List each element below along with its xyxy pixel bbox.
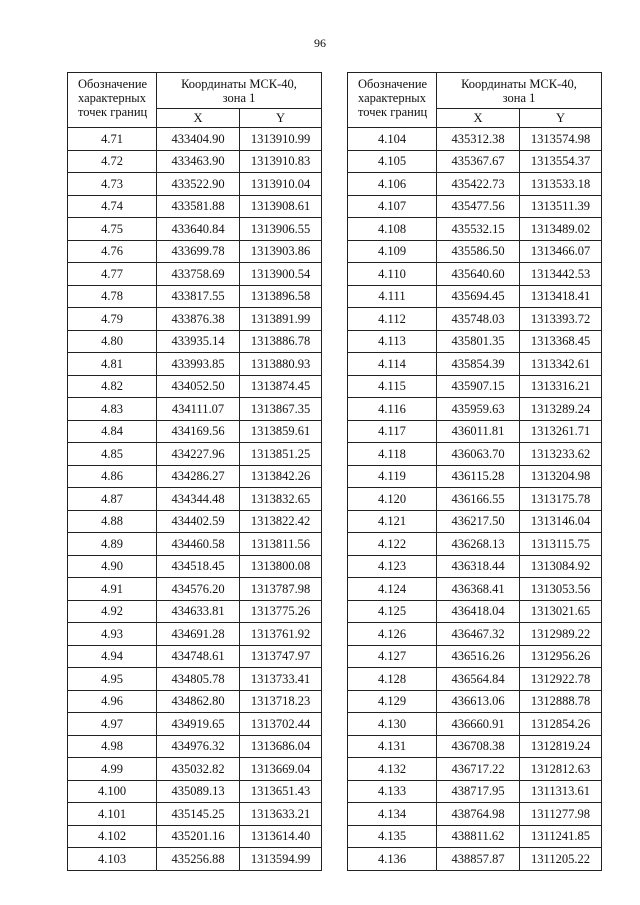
y-cell: 1313896.58 xyxy=(240,285,322,308)
point-id-cell: 4.116 xyxy=(348,398,437,421)
y-cell: 1313900.54 xyxy=(240,263,322,286)
x-cell: 433522.90 xyxy=(157,173,240,196)
table-row xyxy=(68,173,322,196)
y-cell: 1313787.98 xyxy=(240,578,322,601)
y-cell: 1313906.55 xyxy=(240,218,322,241)
x-cell: 433463.90 xyxy=(157,150,240,173)
point-id-cell: 4.85 xyxy=(68,443,157,466)
y-cell: 1313910.04 xyxy=(240,173,322,196)
y-cell: 1313811.56 xyxy=(240,533,322,556)
table-row xyxy=(68,825,322,848)
x-cell: 434518.45 xyxy=(157,555,240,578)
point-id-cell: 4.110 xyxy=(348,263,437,286)
point-id-cell: 4.75 xyxy=(68,218,157,241)
coord-system-label: Координаты МСК-40, xyxy=(461,76,577,91)
zone-label: зона 1 xyxy=(502,90,536,105)
table-row xyxy=(68,150,322,173)
point-id-cell: 4.132 xyxy=(348,758,437,781)
coordinates-table-right xyxy=(347,72,602,871)
table-row xyxy=(68,443,322,466)
x-cell: 436708.38 xyxy=(437,735,520,758)
y-cell: 1313842.26 xyxy=(240,465,322,488)
point-id-cell: 4.73 xyxy=(68,173,157,196)
x-cell: 435145.25 xyxy=(157,803,240,826)
point-id-cell: 4.91 xyxy=(68,578,157,601)
table-row xyxy=(68,465,322,488)
point-id-cell: 4.107 xyxy=(348,195,437,218)
point-id-cell: 4.109 xyxy=(348,240,437,263)
table-row xyxy=(68,848,322,871)
x-cell: 436418.04 xyxy=(437,600,520,623)
y-cell: 1313204.98 xyxy=(520,465,602,488)
x-cell: 435748.03 xyxy=(437,308,520,331)
table-row xyxy=(68,780,322,803)
y-cell: 1313686.04 xyxy=(240,735,322,758)
table-row xyxy=(348,713,602,736)
point-id-cell: 4.99 xyxy=(68,758,157,781)
point-id-cell: 4.118 xyxy=(348,443,437,466)
point-id-cell: 4.111 xyxy=(348,285,437,308)
y-cell: 1313554.37 xyxy=(520,150,602,173)
table-row xyxy=(348,825,602,848)
y-cell: 1311241.85 xyxy=(520,825,602,848)
y-cell: 1313393.72 xyxy=(520,308,602,331)
table-row xyxy=(348,240,602,263)
table-row xyxy=(348,735,602,758)
table-row xyxy=(68,803,322,826)
x-cell: 436318.44 xyxy=(437,555,520,578)
table-row xyxy=(348,758,602,781)
point-id-cell: 4.108 xyxy=(348,218,437,241)
x-cell: 435089.13 xyxy=(157,780,240,803)
table-row xyxy=(348,465,602,488)
table-row xyxy=(348,173,602,196)
x-cell: 436660.91 xyxy=(437,713,520,736)
y-cell: 1313574.98 xyxy=(520,128,602,151)
x-cell: 433581.88 xyxy=(157,195,240,218)
x-cell: 433876.38 xyxy=(157,308,240,331)
table-row xyxy=(348,150,602,173)
table-row xyxy=(348,578,602,601)
point-id-cell: 4.80 xyxy=(68,330,157,353)
table-row xyxy=(68,128,322,151)
point-id-cell: 4.115 xyxy=(348,375,437,398)
point-id-cell: 4.136 xyxy=(348,848,437,871)
table-row xyxy=(68,623,322,646)
point-id-cell: 4.95 xyxy=(68,668,157,691)
table-row xyxy=(68,195,322,218)
x-cell: 435959.63 xyxy=(437,398,520,421)
y-cell: 1313910.83 xyxy=(240,150,322,173)
x-cell: 434344.48 xyxy=(157,488,240,511)
x-cell: 436564.84 xyxy=(437,668,520,691)
table-row xyxy=(348,690,602,713)
y-cell: 1311313.61 xyxy=(520,780,602,803)
x-cell: 434460.58 xyxy=(157,533,240,556)
point-id-cell: 4.94 xyxy=(68,645,157,668)
y-cell: 1311205.22 xyxy=(520,848,602,871)
y-cell: 1313761.92 xyxy=(240,623,322,646)
y-cell: 1313614.40 xyxy=(240,825,322,848)
table-row xyxy=(68,263,322,286)
table-row xyxy=(68,735,322,758)
y-cell: 1313261.71 xyxy=(520,420,602,443)
coord-group-header xyxy=(157,73,322,109)
table-row xyxy=(348,420,602,443)
x-cell: 435422.73 xyxy=(437,173,520,196)
x-cell: 438717.95 xyxy=(437,780,520,803)
table-row xyxy=(348,263,602,286)
table-row xyxy=(68,690,322,713)
table-row xyxy=(348,848,602,871)
table-row xyxy=(348,668,602,691)
zone-label: зона 1 xyxy=(222,90,256,105)
x-cell: 436613.06 xyxy=(437,690,520,713)
table-row xyxy=(348,443,602,466)
table-row xyxy=(348,308,602,331)
y-cell: 1313233.62 xyxy=(520,443,602,466)
point-id-cell: 4.72 xyxy=(68,150,157,173)
point-id-cell: 4.84 xyxy=(68,420,157,443)
point-id-cell: 4.114 xyxy=(348,353,437,376)
x-cell: 434169.56 xyxy=(157,420,240,443)
y-cell: 1313874.45 xyxy=(240,375,322,398)
table-row xyxy=(348,645,602,668)
y-cell: 1313886.78 xyxy=(240,330,322,353)
point-id-cell: 4.90 xyxy=(68,555,157,578)
point-id-cell: 4.103 xyxy=(68,848,157,871)
table-row xyxy=(68,578,322,601)
point-id-cell: 4.104 xyxy=(348,128,437,151)
x-cell: 434227.96 xyxy=(157,443,240,466)
x-cell: 436011.81 xyxy=(437,420,520,443)
point-id-cell: 4.135 xyxy=(348,825,437,848)
point-id-cell: 4.123 xyxy=(348,555,437,578)
point-id-cell: 4.119 xyxy=(348,465,437,488)
x-cell: 434286.27 xyxy=(157,465,240,488)
point-id-cell: 4.98 xyxy=(68,735,157,758)
x-cell: 435694.45 xyxy=(437,285,520,308)
y-cell: 1313903.86 xyxy=(240,240,322,263)
x-cell: 434919.65 xyxy=(157,713,240,736)
x-cell: 435032.82 xyxy=(157,758,240,781)
x-cell: 434633.81 xyxy=(157,600,240,623)
y-cell: 1313880.93 xyxy=(240,353,322,376)
x-cell: 434748.61 xyxy=(157,645,240,668)
y-cell: 1313669.04 xyxy=(240,758,322,781)
table-row xyxy=(68,510,322,533)
y-cell: 1313747.97 xyxy=(240,645,322,668)
coordinates-table-left xyxy=(67,72,322,871)
table-row xyxy=(68,240,322,263)
point-id-cell: 4.74 xyxy=(68,195,157,218)
table-row xyxy=(68,285,322,308)
y-cell: 1312989.22 xyxy=(520,623,602,646)
y-cell: 1311277.98 xyxy=(520,803,602,826)
y-cell: 1313594.99 xyxy=(240,848,322,871)
point-id-cell: 4.133 xyxy=(348,780,437,803)
y-cell: 1313775.26 xyxy=(240,600,322,623)
point-id-cell: 4.134 xyxy=(348,803,437,826)
point-id-cell: 4.112 xyxy=(348,308,437,331)
point-id-cell: 4.113 xyxy=(348,330,437,353)
y-cell: 1313633.21 xyxy=(240,803,322,826)
x-cell: 435532.15 xyxy=(437,218,520,241)
point-id-cell: 4.130 xyxy=(348,713,437,736)
x-cell: 436115.28 xyxy=(437,465,520,488)
point-id-cell: 4.125 xyxy=(348,600,437,623)
x-cell: 433993.85 xyxy=(157,353,240,376)
x-cell: 436717.22 xyxy=(437,758,520,781)
point-id-cell: 4.124 xyxy=(348,578,437,601)
table-row xyxy=(348,623,602,646)
x-cell: 435854.39 xyxy=(437,353,520,376)
y-cell: 1313466.07 xyxy=(520,240,602,263)
table-row xyxy=(348,780,602,803)
y-cell: 1313289.24 xyxy=(520,398,602,421)
table-row xyxy=(68,218,322,241)
y-cell: 1313511.39 xyxy=(520,195,602,218)
point-id-cell: 4.105 xyxy=(348,150,437,173)
x-cell: 433758.69 xyxy=(157,263,240,286)
x-cell: 436268.13 xyxy=(437,533,520,556)
table-row xyxy=(348,398,602,421)
point-id-cell: 4.106 xyxy=(348,173,437,196)
table-row xyxy=(68,758,322,781)
x-cell: 435312.38 xyxy=(437,128,520,151)
y-cell: 1313368.45 xyxy=(520,330,602,353)
y-cell: 1313822.42 xyxy=(240,510,322,533)
y-cell: 1313489.02 xyxy=(520,218,602,241)
point-id-cell: 4.81 xyxy=(68,353,157,376)
x-cell: 436368.41 xyxy=(437,578,520,601)
x-cell: 438811.62 xyxy=(437,825,520,848)
table-row xyxy=(68,600,322,623)
point-id-cell: 4.92 xyxy=(68,600,157,623)
x-cell: 433935.14 xyxy=(157,330,240,353)
y-cell: 1312812.63 xyxy=(520,758,602,781)
point-id-cell: 4.77 xyxy=(68,263,157,286)
y-header: Y xyxy=(520,109,602,128)
table-row xyxy=(348,555,602,578)
point-id-cell: 4.131 xyxy=(348,735,437,758)
y-cell: 1313442.53 xyxy=(520,263,602,286)
y-cell: 1313146.04 xyxy=(520,510,602,533)
y-cell: 1313910.99 xyxy=(240,128,322,151)
table-row xyxy=(68,555,322,578)
point-id-cell: 4.128 xyxy=(348,668,437,691)
point-id-cell: 4.96 xyxy=(68,690,157,713)
y-cell: 1312819.24 xyxy=(520,735,602,758)
point-id-cell: 4.86 xyxy=(68,465,157,488)
x-cell: 433699.78 xyxy=(157,240,240,263)
point-id-cell: 4.97 xyxy=(68,713,157,736)
x-cell: 436467.32 xyxy=(437,623,520,646)
y-cell: 1312854.26 xyxy=(520,713,602,736)
table-row xyxy=(348,285,602,308)
point-id-cell: 4.76 xyxy=(68,240,157,263)
y-cell: 1313859.61 xyxy=(240,420,322,443)
x-cell: 434052.50 xyxy=(157,375,240,398)
y-cell: 1313115.75 xyxy=(520,533,602,556)
x-cell: 435586.50 xyxy=(437,240,520,263)
y-cell: 1313651.43 xyxy=(240,780,322,803)
y-cell: 1312922.78 xyxy=(520,668,602,691)
point-id-cell: 4.100 xyxy=(68,780,157,803)
table-row xyxy=(348,128,602,151)
table-row xyxy=(348,218,602,241)
table-row xyxy=(68,713,322,736)
point-id-cell: 4.78 xyxy=(68,285,157,308)
x-cell: 434691.28 xyxy=(157,623,240,646)
y-cell: 1313891.99 xyxy=(240,308,322,331)
table-row xyxy=(68,488,322,511)
point-id-cell: 4.89 xyxy=(68,533,157,556)
table-row xyxy=(68,308,322,331)
table-row xyxy=(68,533,322,556)
x-cell: 435256.88 xyxy=(157,848,240,871)
x-cell: 434111.07 xyxy=(157,398,240,421)
coord-group-header xyxy=(437,73,602,109)
y-cell: 1313533.18 xyxy=(520,173,602,196)
x-cell: 435367.67 xyxy=(437,150,520,173)
point-id-cell: 4.88 xyxy=(68,510,157,533)
x-cell: 436217.50 xyxy=(437,510,520,533)
y-cell: 1313316.21 xyxy=(520,375,602,398)
x-cell: 436516.26 xyxy=(437,645,520,668)
x-cell: 436166.55 xyxy=(437,488,520,511)
table-row xyxy=(68,668,322,691)
x-cell: 434862.80 xyxy=(157,690,240,713)
x-cell: 434402.59 xyxy=(157,510,240,533)
table-row xyxy=(348,533,602,556)
y-cell: 1313418.41 xyxy=(520,285,602,308)
point-id-cell: 4.101 xyxy=(68,803,157,826)
table-row xyxy=(68,353,322,376)
x-header: X xyxy=(437,109,520,128)
point-id-cell: 4.82 xyxy=(68,375,157,398)
y-cell: 1312956.26 xyxy=(520,645,602,668)
table-row xyxy=(348,488,602,511)
point-id-cell: 4.127 xyxy=(348,645,437,668)
table-row xyxy=(68,330,322,353)
x-cell: 433817.55 xyxy=(157,285,240,308)
x-cell: 435801.35 xyxy=(437,330,520,353)
y-cell: 1313175.78 xyxy=(520,488,602,511)
table-row xyxy=(348,330,602,353)
point-id-cell: 4.87 xyxy=(68,488,157,511)
point-label-header: Обозначение характерных точек границ xyxy=(348,73,437,128)
x-cell: 434976.32 xyxy=(157,735,240,758)
y-cell: 1313800.08 xyxy=(240,555,322,578)
page-number: 96 xyxy=(314,36,326,50)
x-cell: 436063.70 xyxy=(437,443,520,466)
y-cell: 1313867.35 xyxy=(240,398,322,421)
point-id-cell: 4.117 xyxy=(348,420,437,443)
table-body-left xyxy=(68,128,322,871)
table-row xyxy=(68,645,322,668)
x-cell: 435640.60 xyxy=(437,263,520,286)
table-row xyxy=(348,803,602,826)
coord-system-label: Координаты МСК-40, xyxy=(181,76,297,91)
table-row xyxy=(68,375,322,398)
y-cell: 1312888.78 xyxy=(520,690,602,713)
point-id-cell: 4.79 xyxy=(68,308,157,331)
table-row xyxy=(348,375,602,398)
table-row xyxy=(68,420,322,443)
y-header: Y xyxy=(240,109,322,128)
x-cell: 438764.98 xyxy=(437,803,520,826)
table-row xyxy=(348,195,602,218)
x-cell: 434576.20 xyxy=(157,578,240,601)
point-id-cell: 4.120 xyxy=(348,488,437,511)
y-cell: 1313908.61 xyxy=(240,195,322,218)
table-row xyxy=(68,398,322,421)
x-header: X xyxy=(157,109,240,128)
y-cell: 1313702.44 xyxy=(240,713,322,736)
table-body-right xyxy=(348,128,602,871)
x-cell: 434805.78 xyxy=(157,668,240,691)
y-cell: 1313832.65 xyxy=(240,488,322,511)
point-id-cell: 4.122 xyxy=(348,533,437,556)
table-row xyxy=(348,600,602,623)
point-id-cell: 4.102 xyxy=(68,825,157,848)
point-id-cell: 4.121 xyxy=(348,510,437,533)
table-row xyxy=(348,510,602,533)
y-cell: 1313718.23 xyxy=(240,690,322,713)
x-cell: 433404.90 xyxy=(157,128,240,151)
point-id-cell: 4.83 xyxy=(68,398,157,421)
table-row xyxy=(348,353,602,376)
x-cell: 435201.16 xyxy=(157,825,240,848)
point-label-header: Обозначение характерных точек границ xyxy=(68,73,157,128)
x-cell: 435477.56 xyxy=(437,195,520,218)
point-id-cell: 4.126 xyxy=(348,623,437,646)
point-id-cell: 4.93 xyxy=(68,623,157,646)
x-cell: 438857.87 xyxy=(437,848,520,871)
y-cell: 1313342.61 xyxy=(520,353,602,376)
y-cell: 1313053.56 xyxy=(520,578,602,601)
x-cell: 435907.15 xyxy=(437,375,520,398)
point-id-cell: 4.129 xyxy=(348,690,437,713)
y-cell: 1313733.41 xyxy=(240,668,322,691)
x-cell: 433640.84 xyxy=(157,218,240,241)
y-cell: 1313021.65 xyxy=(520,600,602,623)
y-cell: 1313851.25 xyxy=(240,443,322,466)
y-cell: 1313084.92 xyxy=(520,555,602,578)
point-id-cell: 4.71 xyxy=(68,128,157,151)
